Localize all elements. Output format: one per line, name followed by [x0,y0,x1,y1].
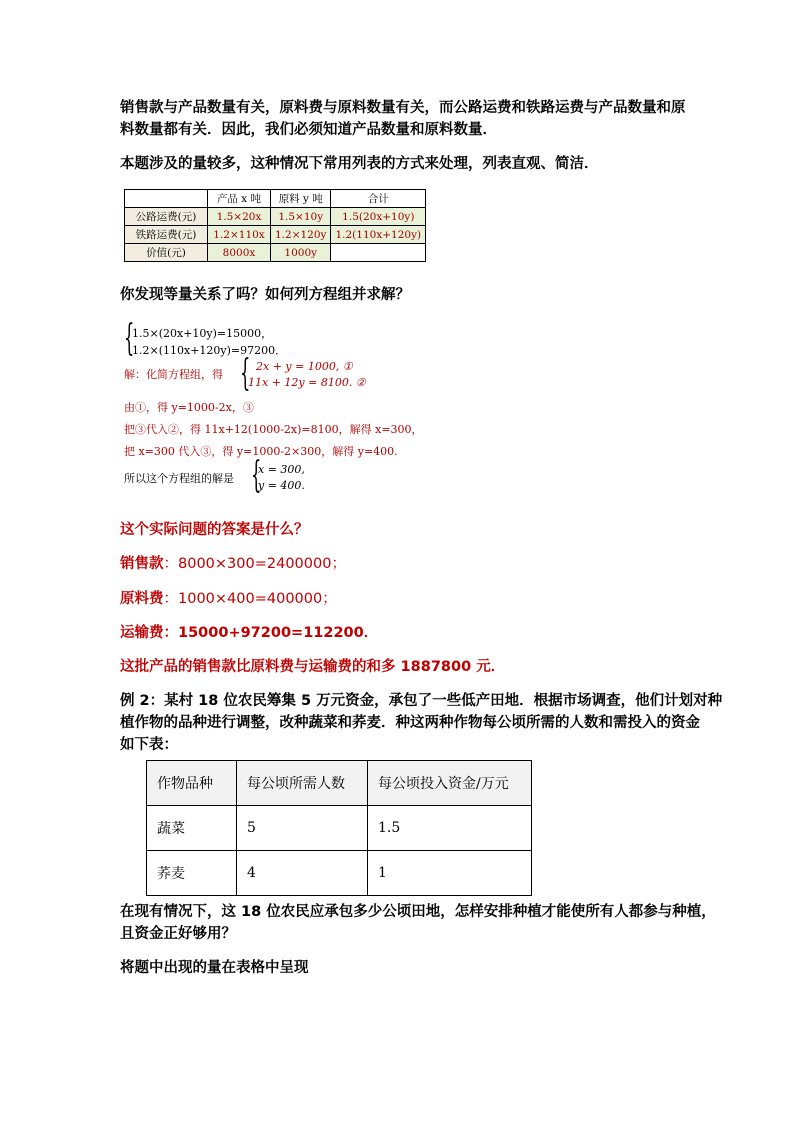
solution-step-2: 把③代入②，得 11x+12(1000-2x)=8100，解得 x=300， [124,423,423,436]
table-header-cell: 作物品种 [147,761,237,806]
table-cell: 1.2×110x [208,226,271,244]
closing-line-1: 在现有情况下，这 18 位农民应承包多少公顷田地，怎样安排种植才能使所有人都参与种植， [120,904,716,920]
simplify-prefix: 解：化简方程组，得 [124,368,223,381]
table-cell [331,244,426,262]
table-header-cell: 原料 y 吨 [271,190,331,208]
crop-table [146,760,532,896]
table-cell: 4 [237,851,368,896]
table-header-row [125,190,426,208]
row-header-cell: 价值(元) [125,244,208,262]
table-cell: 1.5(20x+10y) [331,208,426,226]
table-header-cell: 每公顷所需人数 [237,761,368,806]
left-brace-icon: { [251,455,262,496]
row-header-cell: 铁路运费(元) [125,226,208,244]
table-header-cell [125,190,208,208]
table-cell: 1.5×10y [271,208,331,226]
table-cell: 1.2(110x+120y) [331,226,426,244]
sales-label: 销售款 [120,556,164,572]
sales-line [120,553,346,575]
transport-value: ：15000+97200=112200． [163,625,379,641]
solution-step-1: 由①，得 y=1000-2x，③ [124,401,254,414]
simplified-equation-1: 2x + y = 1000, ① [256,360,353,373]
example2-line-1: 例 2：某村 18 位农民筹集 5 万元资金，承包了一些低产田地．根据市场调查，他们计划对种 [120,693,723,709]
simplified-equation-2: 11x + 12y = 8100. ② [248,376,366,389]
table-row [125,226,426,244]
transport-label: 运输费 [120,625,164,641]
material-value: ：1000×400=400000； [163,591,337,607]
example2-line-3: 如下表： [120,737,178,753]
left-brace-icon: { [124,318,135,359]
table-row [125,244,426,262]
table-cell: 8000x [208,244,271,262]
equation-1: 1.5×(20x+10y)=15000， [132,327,273,340]
table-header-cell: 每公顷投入资金/万元 [368,761,532,806]
table-row [147,806,532,851]
row-header-cell: 公路运费(元) [125,208,208,226]
closing-line-2: 且资金正好够用？ [120,926,236,942]
table-cell: 1000y [271,244,331,262]
answer-question: 这个实际问题的答案是什么？ [120,522,309,538]
table-header-cell: 产品 x 吨 [208,190,271,208]
intro-line-1: 销售款与产品数量有关，原料费与原料数量有关，而公路运费和铁路运费与产品数量和原 [120,100,686,116]
question-1: 你发现等量关系了吗？如何列方程组并求解？ [120,287,410,303]
table-cell: 1 [368,851,532,896]
table-header-row [147,761,532,806]
table-cell: 1.2×120y [271,226,331,244]
example2-line-2: 植作物的品种进行调整，改种蔬菜和荞麦．种这两种作物每公顷所需的人数和需投入的资金 [120,715,700,731]
answer-conclusion: 这批产品的销售款比原料费与运输费的和多 1887800 元． [120,659,506,675]
table-cell: 1.5×20x [208,208,271,226]
table-cell: 5 [237,806,368,851]
material-label: 原料费 [120,591,164,607]
table-header-cell: 合计 [331,190,426,208]
material-line [120,588,337,610]
answer-prefix: 所以这个方程组的解是 [124,472,234,485]
cost-table [124,189,426,262]
intro-line-2: 料数量都有关．因此，我们必须知道产品数量和原料数量． [120,122,497,138]
left-brace-icon: { [240,353,251,394]
answer-y: y = 400. [258,479,305,492]
intro-line-3: 本题涉及的量较多，这种情况下常用列表的方式来处理，列表直观、简洁． [120,156,599,172]
table-cell: 1.5 [368,806,532,851]
table-row [125,208,426,226]
transport-line [120,622,378,644]
closing-line-3: 将题中出现的量在表格中呈现 [120,960,309,976]
table-cell: 荞麦 [147,851,237,896]
table-row [147,851,532,896]
answer-x: x = 300, [258,463,305,476]
equation-2: 1.2×(110x+120y)=97200． [132,344,287,357]
table-cell: 蔬菜 [147,806,237,851]
sales-value: ：8000×300=2400000； [163,556,346,572]
solution-step-3: 把 x=300 代入③，得 y=1000-2×300，解得 y=400. [124,445,398,458]
